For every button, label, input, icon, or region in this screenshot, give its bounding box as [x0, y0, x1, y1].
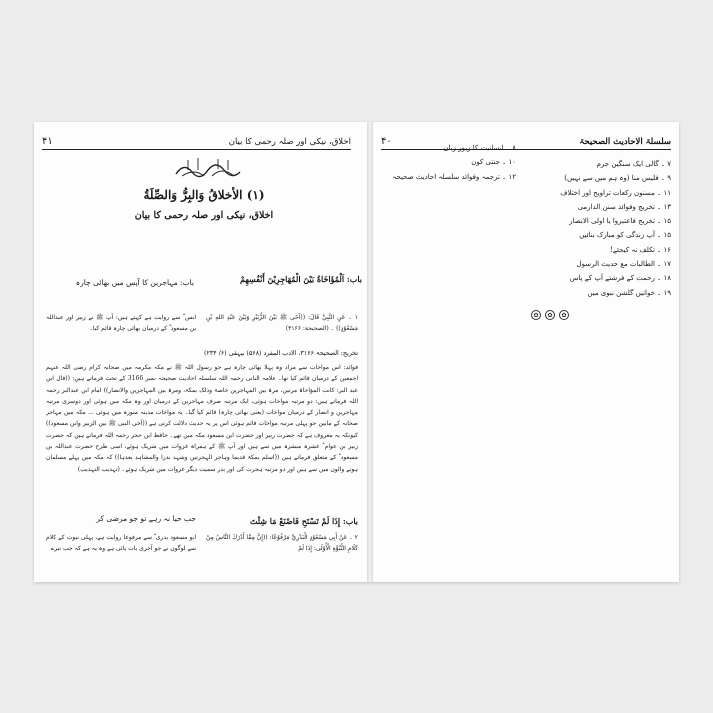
list-item: ۱۲ ۔ ترجمہ وفوائد سلسلہ احادیث صحیحہ: [392, 172, 516, 181]
hadith-arabic-text-2: ۲ ۔ عَنْ أَبِي مَسْعُوْدٍ الْبَدْرِيِّ مَرْفُوْعًا: ((إِنَّ مِمَّا أَدْرَكَ النَّاسُ مِنْ كَلَامِ النُّبُوَّةِ الْأُوْلَى: إِذَا لَمْ: [206, 534, 358, 553]
bab-heading-arabic-2: باب: إِذَا لَمْ تَسْتَحِ فَاصْنَعْ مَا شِئْتَ: [250, 516, 358, 526]
bab-heading-arabic: باب: اَلْمُؤَاخَاةُ بَيْنَ الْمُهَاجِرِيْنَ أَنْفُسِهِمْ: [240, 274, 362, 284]
right-page: [371, 122, 679, 582]
list-item: ۱۵ ۔ تخریج فاعتبروا یا اولی الابصار: [569, 217, 671, 226]
book-list-right: [521, 158, 671, 301]
flower-ornament-icon: ✿: [545, 310, 555, 320]
bab-heading-urdu: باب: مہاجرین کا آپس میں بھائی چارہ: [75, 278, 194, 287]
list-item: ۱۹ ۔ خواتین گلشن نبوی میں: [587, 288, 671, 297]
left-page-header: [42, 132, 351, 150]
chapter-subtitle: اخلاق، نیکی اور صلہ رحمی کا بیان: [134, 210, 274, 221]
list-item: ۱۳ ۔ تخریج وفوائد سنن الدارمی: [577, 202, 671, 211]
hadith-urdu-translation: انس ؓ سے روایت ہے کہتے ہیں: آپ ﷺ نے زبیر اور عبداللہ بن مسعود ؓ کے درمیان بھائی چارہ قائم کیا۔: [46, 314, 196, 333]
chapter-title: (۱) الأخلاقُ وَالبِرُّ وَالصِّلَةُ: [143, 188, 265, 202]
bab-heading-urdu-2: جب حیا نہ رہے تو جو مرضی کر: [96, 514, 196, 523]
list-item: ۱۵ ۔ آپ زندگی کو مبارک بنائیں: [579, 231, 671, 240]
page-number: ۴۱: [42, 136, 53, 147]
list-item: ۱۰ ۔ جنتی کون: [471, 158, 516, 167]
bismillah-calligraphy-icon: [174, 156, 242, 180]
running-title-right: سلسلۃ الاحادیث الصحیحۃ: [579, 137, 671, 147]
takhrij-line: تخریج: الصحیحۃ ۳۱۶۶، الادب المفرد (۵۶۸) بیہقی (۶/ ۲۳۴): [204, 350, 358, 357]
book-spread: [34, 122, 679, 582]
list-item: ۱۶ ۔ تکلف نہ کیجئے!: [610, 245, 671, 254]
hadith-arabic-text: ۱ ۔ عَنِ النَّبِيِّ قَالَ: ((آخَى ﷺ بَيْنَ الزُّبَيْرِ وَبَيْنَ عَبْدِ اللهِ بْنِ مَسْعُوْدٍ)) ۔ (الصحيحة: ۳۱۶۶): [206, 314, 358, 333]
flower-ornament-icon: ✿: [559, 310, 569, 320]
list-item: ۸ ۔ انسانیت کا زیور زبان: [443, 144, 516, 152]
ornament-row: [531, 310, 569, 320]
book-list-left: [391, 142, 516, 185]
left-page: [34, 122, 369, 582]
page-number-right: ۴۰: [381, 136, 392, 147]
hadith-urdu-translation-2: ابو مسعود بدری ؓ سے مرفوعا روایت ہے، پہلی نبوت کے کلام سے لوگوں نے جو آخری بات پائی ہے وہ یہ ہے کہ جب تیرے: [46, 534, 196, 553]
running-title: اخلاق، نیکی اور صلہ رحمی کا بیان: [228, 137, 351, 147]
list-item: ۱۸ ۔ رحمت کے فرشتے آپ کے پاس: [569, 274, 671, 283]
list-item: ۹ ۔ فلیس منا (وہ ہم میں سے نہیں): [564, 174, 671, 183]
list-item: ۷ ۔ گالی ایک سنگین جرم: [596, 160, 671, 168]
list-item: ۱۷ ۔ الطالبات مع حدیث الرسول: [576, 260, 671, 269]
fawaid-paragraph: فوائد: اس مواخات سے مراد وہ پہلا بھائی چارہ ہے جو رسول اللہ ﷺ نے مکہ مکرمہ میں صحابہ کرام رضی اللہ عنہم اجمعین کے درمیان قائم کیا تھا۔ علامہ البانی رحمہ اللہ سلسلہ احادیث صحیحہ نمبر 3166 کے تحت فرماتے ہیں: ((قال ابن عبد البر: کانت المؤاخاۃ مرتین، مرۃ بین المہاجرین خاصۃ وذلک بمکۃ، ومرۃ بین المہاجرین والانصار)) امام ابن عبدالبر رحمہ اللہ فرماتے ہیں: دو مرتبہ مواخات ہوئی، ایک مرتبہ صرف مہاجرین کے درمیان اور وہ مکہ میں ہوئی اور دوسری مرتبہ مہاجرین و انصار کے درمیان مواخات (یعنی بھائی چارہ) قائم کیا گیا۔ یہ مواخات مدینہ منورہ میں ہوئی ... مکہ میں مہاجر صحابہ کے مابین جو پہلی مرتبہ مواخات قائم ہوئی اس پر یہ حدیث دلالت کرتی ہے ((آخی النبی ﷺ بین الزبیر وابن مسعود)) کیونکہ یہ معروف ہے کہ حضرت زبیر اور حضرت ابن مسعود مکہ میں تھے۔ حافظ ابن حجر رحمہ اللہ فرماتے ہیں کہ حضرت زبیر بن عوام ؓ عشرہ مبشرہ میں سے ہیں اور آپ ﷺ کے ہمراہ غزوات میں شریک ہوئے، اسی طرح حضرت عبداللہ بن مسعود ؓ کے متعلق فرماتے ہیں ((اسلم بمکۃ قدیما وہاجر الہجرتین وشہد بدرا والمشاہد بعدہا)) کہ مکہ میں پہلے مسلمان ہونے والوں میں سے ہیں اور دو مرتبہ ہجرت کی اور بدر سمیت دیگر غزوات میں شریک ہوئے۔ (تہذیب التہذیب): [46, 364, 358, 473]
flower-ornament-icon: ✿: [531, 310, 541, 320]
list-item: ۱۱ ۔ مسنون رکعات تراویح اور اختلاف: [560, 188, 671, 197]
